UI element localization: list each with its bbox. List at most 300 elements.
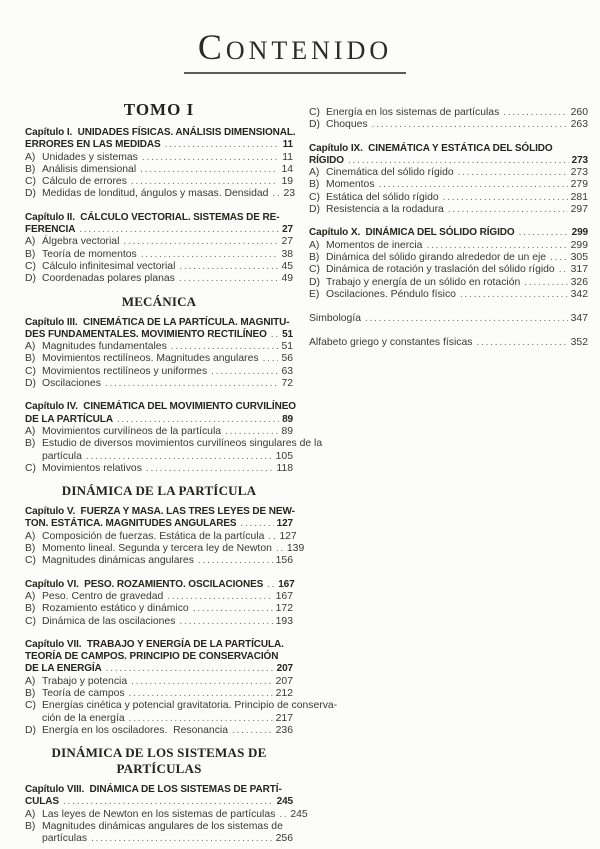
entry-text: Simbología: [309, 313, 361, 325]
item-body: [42, 273, 293, 285]
volume-heading: TOMO I: [123, 100, 195, 119]
item-body: [326, 119, 588, 131]
item-letter: B): [309, 179, 320, 191]
entry-text: Energía en los sistemas de partículas: [326, 107, 500, 118]
item-letter: C): [25, 365, 36, 377]
toc-item: [25, 438, 323, 463]
toc-item: [309, 192, 588, 204]
item-line: Energías cinética y potencial gravitatoria. Principio de conserva-: [42, 700, 338, 712]
page-title: [184, 26, 406, 74]
toc-item: [25, 616, 293, 628]
toc-item: [25, 591, 293, 603]
dot-leader: [279, 809, 287, 821]
dot-leader: [379, 179, 568, 191]
page-number: 260: [570, 107, 588, 118]
page-number: 217: [275, 712, 293, 724]
toc-plain-entry: [309, 313, 588, 325]
item-body: [42, 366, 293, 378]
item-body: [42, 808, 308, 821]
chapter-line: Capítulo VIII. DINÁMICA DE LOS SISTEMAS DE PARTÍ-: [25, 784, 282, 796]
dot-leader: [524, 277, 567, 289]
part-heading: DINÁMICA DE LOS SISTEMAS DE PARTÍCULAS: [51, 745, 267, 777]
page-number: 72: [281, 378, 293, 390]
item-letter: A): [309, 167, 320, 179]
item-letter: D): [25, 724, 36, 736]
toc-item: [309, 204, 588, 216]
page-number: 172: [275, 603, 293, 615]
dot-leader: [131, 176, 279, 188]
page-number: 273: [570, 167, 588, 179]
item-body: [326, 179, 588, 191]
toc-item: [25, 543, 305, 555]
page-number: 299: [570, 239, 588, 251]
entry-text: Cálculo de errores: [42, 176, 127, 188]
item-body: [42, 164, 293, 176]
page-number: 89: [281, 425, 293, 437]
toc-plain-entry: [309, 337, 588, 349]
toc-item: [25, 164, 293, 176]
item-letter: A): [25, 151, 36, 163]
item-letter: A): [25, 236, 36, 248]
page-title-initial: C: [197, 27, 226, 67]
entry-text: Oscilaciones: [42, 378, 101, 390]
dot-leader: [276, 543, 284, 555]
toc-item: [25, 426, 293, 438]
dot-leader: [232, 725, 273, 737]
toc-row: [42, 249, 293, 261]
page-number: 317: [570, 264, 588, 276]
entry-text: Teoría de momentos: [42, 248, 137, 260]
entry-text: partículas: [42, 833, 88, 845]
item-body: [42, 378, 293, 390]
entry-text: DE LA ENERGÍA: [25, 663, 102, 675]
entry-text: Magnitudes dinámicas angulares: [42, 555, 194, 567]
toc-row: [309, 313, 588, 325]
toc-row: [25, 518, 293, 530]
dot-leader: [106, 663, 274, 675]
page-number: 326: [570, 276, 588, 288]
entry-text: Análisis dimensional: [42, 163, 137, 175]
item-letter: C): [25, 260, 36, 272]
entry-text: ERRORES EN LAS MEDIDAS: [25, 139, 161, 151]
entry-text: Dinámica de las oscilaciones: [42, 615, 176, 627]
chapter-line: Capítulo V. FUERZA Y MASA. LAS TRES LEYES DE NEW-: [25, 506, 295, 518]
page-number: 305: [570, 251, 588, 263]
page-number: 11: [282, 151, 293, 163]
item-body: [42, 341, 293, 353]
toc-item: [25, 530, 297, 543]
toc-row: [42, 808, 308, 821]
item-body: [42, 152, 293, 164]
item-letter: A): [25, 341, 36, 353]
dot-leader: [559, 264, 568, 276]
page-number: 27: [281, 236, 293, 248]
dot-leader: [225, 426, 278, 438]
toc-row: [42, 555, 293, 567]
toc-row: [326, 252, 588, 264]
toc-item: [309, 167, 588, 179]
toc-item: [309, 107, 588, 119]
entry-text: RÍGIDO: [309, 154, 344, 166]
dot-leader: [123, 236, 278, 248]
item-letter: D): [25, 273, 36, 285]
dot-leader: [171, 341, 279, 353]
dot-leader: [165, 139, 280, 151]
dot-leader: [91, 833, 273, 845]
chapter-line: Capítulo II. CÁLCULO VECTORIAL. SISTEMAS DE RE-: [25, 211, 280, 223]
dot-leader: [179, 616, 272, 628]
toc-row: [42, 273, 293, 285]
toc-item: [25, 603, 293, 615]
entry-text: Resistencia a la rodadura: [326, 204, 444, 216]
entry-text: Estática del sólido rígido: [326, 191, 439, 203]
toc-item: [25, 176, 293, 188]
toc-item: [309, 179, 588, 191]
dot-leader: [271, 329, 279, 341]
entry-text: Momento lineal. Segunda y tercera ley de Newton: [42, 543, 272, 555]
toc-item: [309, 264, 588, 276]
toc-item: [25, 378, 293, 390]
entry-text: Movimientos rectilíneos y uniformes: [42, 365, 208, 377]
page-number: 19: [281, 176, 293, 188]
toc-item: [25, 366, 293, 378]
page-number: 207: [276, 663, 293, 675]
page-title-rest: ONTENIDO: [225, 36, 393, 65]
toc-item: [309, 277, 588, 289]
dot-leader: [241, 518, 274, 530]
item-body: [42, 261, 293, 273]
toc-row: [25, 329, 293, 341]
item-letter: B): [25, 821, 36, 833]
item-letter: C): [25, 700, 36, 712]
page-number: 347: [570, 313, 588, 325]
toc-row: [42, 725, 293, 737]
entry-text: Oscilaciones. Péndulo físico: [326, 288, 456, 300]
page-number: 51: [282, 328, 293, 340]
toc-row: [42, 676, 293, 688]
entry-text: Composición de fuerzas. Estática de la partícula: [42, 530, 265, 542]
page-number: 63: [281, 365, 293, 377]
toc-item: [25, 188, 293, 200]
dot-leader: [272, 188, 280, 200]
page-number: 38: [281, 248, 293, 260]
toc-item: [25, 152, 293, 164]
item-letter: A): [309, 239, 320, 251]
toc-row: [42, 451, 293, 463]
toc-row: [42, 378, 293, 390]
toc-row: [326, 240, 588, 252]
toc-row: [326, 192, 588, 204]
item-letter: B): [25, 353, 36, 365]
item-body: [42, 236, 293, 248]
page-number: 299: [571, 227, 588, 239]
page-header: [0, 26, 595, 74]
toc-row: [326, 179, 588, 191]
page-number: 207: [275, 675, 293, 687]
dot-leader: [263, 353, 279, 365]
item-letter: A): [25, 590, 36, 602]
page-number: 342: [570, 288, 588, 300]
dot-leader: [141, 249, 279, 261]
entry-text: Rozamiento estático y dinámico: [42, 603, 189, 615]
item-body: [326, 204, 588, 216]
page-number: 273: [571, 154, 588, 166]
toc-row: [42, 236, 293, 248]
toc-row: [42, 833, 293, 845]
toc-row: [42, 176, 293, 188]
entry-text: Momentos: [326, 179, 375, 191]
toc-row: [42, 164, 293, 176]
part-heading: DINÁMICA DE LA PARTÍCULA: [61, 483, 257, 499]
dot-leader: [503, 107, 567, 119]
item-letter: D): [309, 119, 320, 131]
dot-leader: [267, 579, 275, 591]
entry-text: CULAS: [25, 796, 59, 808]
toc-item: [309, 252, 588, 264]
chapter-entry: [25, 127, 296, 152]
chapter-entry: [25, 579, 293, 591]
item-letter: B): [25, 438, 36, 450]
entry-text: Choques: [326, 119, 368, 131]
page-number: 193: [275, 615, 293, 627]
item-body: [42, 249, 293, 261]
dot-leader: [198, 555, 273, 567]
item-letter: B): [25, 543, 36, 555]
dot-leader: [519, 227, 569, 239]
entry-text: FERENCIA: [25, 224, 76, 236]
dot-leader: [372, 119, 568, 131]
dot-leader: [458, 167, 568, 179]
toc-item: [309, 289, 588, 301]
dot-leader: [550, 252, 568, 264]
page-number: 56: [281, 353, 293, 365]
page-number: 127: [279, 530, 297, 542]
item-letter: C): [309, 191, 320, 203]
item-letter: C): [25, 462, 36, 474]
dot-leader: [167, 591, 272, 603]
page-number: 156: [275, 555, 293, 567]
chapter-line: TEORÍA DE CAMPOS. PRINCIPIO DE CONSERVACIÓN: [25, 651, 279, 663]
chapter-line: Capítulo III. CINEMÁTICA DE LA PARTÍCULA. MAGNITU-: [25, 316, 290, 328]
dot-leader: [105, 378, 279, 390]
part-heading: MECÁNICA: [121, 293, 197, 309]
chapter-entry: [25, 639, 293, 676]
item-body: [326, 167, 588, 179]
item-body: [42, 555, 293, 567]
item-letter: C): [25, 615, 36, 627]
toc-row: [326, 204, 588, 216]
entry-text: Trabajo y energía de un sólido en rotación: [326, 276, 521, 288]
toc-item: [309, 119, 588, 131]
chapter-entry: [25, 317, 293, 342]
toc-item: [25, 821, 293, 846]
item-letter: C): [309, 107, 320, 118]
toc-item: [25, 555, 293, 567]
item-letter: C): [309, 264, 320, 276]
item-body: [42, 603, 293, 615]
entry-text: Cinemática del sólido rígido: [326, 167, 454, 179]
page-number: 45: [281, 260, 293, 272]
dot-leader: [443, 192, 568, 204]
dot-leader: [129, 688, 273, 700]
item-body: [42, 725, 293, 737]
entry-text: Alfabeto griego y constantes físicas: [309, 337, 473, 349]
page-number: 89: [282, 413, 293, 425]
dot-leader: [476, 337, 567, 349]
toc-row: [42, 713, 293, 725]
dot-leader: [365, 313, 568, 325]
dot-leader: [129, 713, 273, 725]
page-number: 139: [286, 543, 305, 555]
page-number: 245: [276, 796, 293, 808]
item-line: Magnitudes dinámicas angulares de los sistemas de: [42, 821, 283, 833]
item-body: [42, 463, 293, 475]
item-letter: D): [25, 188, 36, 200]
item-body: [42, 188, 293, 200]
toc-item: [25, 341, 293, 353]
item-letter: B): [25, 248, 36, 260]
page-number: 352: [570, 337, 588, 349]
toc-item: [25, 463, 293, 475]
dot-leader: [193, 603, 273, 615]
entry-text: Energía en los osciladores. Resonancia: [42, 724, 228, 736]
chapter-line: Capítulo IX. CINEMÁTICA Y ESTÁTICA DEL SÓLIDO: [309, 142, 553, 154]
item-letter: A): [25, 530, 36, 542]
item-body: [42, 591, 293, 603]
toc-row: [326, 277, 588, 289]
item-body: [42, 688, 293, 700]
entry-text: Coordenadas polares planas: [42, 273, 175, 285]
dot-leader: [86, 451, 273, 463]
toc-item: [25, 236, 293, 248]
page-number: 281: [570, 191, 588, 203]
toc-row: [25, 796, 293, 808]
page-number: 118: [276, 462, 293, 474]
entry-text: Unidades y sistemas: [42, 151, 138, 163]
toc-row: [42, 463, 293, 475]
chapter-line: Capítulo I. UNIDADES FÍSICAS. ANÁLISIS DIMENSIONAL.: [25, 127, 296, 138]
toc-row: [326, 167, 588, 179]
item-line: Estudio de diversos movimientos curvilíneos singulares de la: [42, 438, 323, 450]
toc-row: [326, 289, 588, 301]
dot-leader: [146, 463, 274, 475]
toc-row: [309, 337, 588, 349]
page-number: 245: [290, 808, 308, 820]
toc-item: [25, 273, 293, 285]
page-number: 11: [282, 139, 293, 151]
dot-leader: [142, 152, 279, 164]
dot-leader: [426, 240, 567, 252]
item-letter: A): [25, 675, 36, 687]
entry-text: Peso. Centro de gravedad: [42, 590, 164, 602]
toc-column-right: [309, 107, 588, 350]
toc-row: [42, 341, 293, 353]
page-number: 256: [275, 833, 293, 845]
entry-text: Dinámica del sólido girando alrededor de un eje: [326, 251, 547, 263]
item-body: [326, 264, 588, 276]
item-letter: C): [25, 176, 36, 188]
toc-row: [42, 261, 293, 273]
toc-row: [42, 591, 293, 603]
toc-item: [25, 353, 293, 365]
dot-leader: [448, 204, 568, 216]
item-body: [326, 289, 588, 301]
item-letter: B): [309, 251, 320, 263]
toc-row: [42, 188, 293, 200]
page-number: 167: [275, 590, 293, 602]
entry-text: ción de la energía: [42, 712, 125, 724]
item-letter: B): [25, 603, 36, 615]
toc-item: [25, 249, 293, 261]
toc-item: [25, 688, 293, 700]
dot-leader: [140, 164, 278, 176]
entry-text: Movimientos curvilíneos de la partícula: [42, 425, 222, 437]
toc-row: [326, 107, 588, 119]
dot-leader: [179, 261, 278, 273]
dot-leader: [179, 273, 279, 285]
page-number: 23: [283, 188, 295, 200]
page-number: 212: [275, 687, 293, 699]
toc-row: [25, 579, 293, 591]
item-letter: C): [25, 555, 36, 567]
toc-item: [25, 676, 293, 688]
item-body: [42, 426, 293, 438]
page-number: 279: [570, 179, 588, 191]
toc-item: [25, 261, 293, 273]
item-letter: D): [25, 378, 36, 390]
toc-row: [42, 688, 293, 700]
entry-text: partícula: [42, 450, 82, 462]
item-body: [42, 438, 323, 463]
item-body: [42, 353, 293, 365]
item-body: [42, 176, 293, 188]
item-body: [326, 192, 588, 204]
toc-item: [309, 240, 588, 252]
chapter-entry: [309, 227, 588, 239]
page-number: 127: [276, 518, 293, 530]
dot-leader: [211, 366, 278, 378]
toc-item: [25, 725, 293, 737]
entry-text: Movimientos relativos: [42, 462, 142, 474]
dot-leader: [131, 676, 273, 688]
item-letter: A): [25, 425, 36, 437]
dot-leader: [268, 531, 276, 543]
dot-leader: [79, 224, 279, 236]
page-number: 297: [570, 204, 588, 216]
item-letter: D): [309, 204, 320, 216]
toc-row: [25, 663, 293, 675]
toc-row: [326, 119, 588, 131]
page-number: 51: [281, 341, 293, 353]
item-letter: E): [309, 288, 320, 300]
item-body: [326, 240, 588, 252]
item-body: [42, 821, 293, 846]
chapter-entry: [25, 401, 296, 426]
toc-item: [25, 700, 338, 725]
entry-text: TON. ESTÁTICA. MAGNITUDES ANGULARES: [25, 518, 237, 530]
item-body: [42, 543, 305, 555]
page-number: 27: [282, 224, 293, 236]
entry-text: Medidas de londitud, ángulos y masas. Densidad: [42, 188, 269, 200]
toc-row: [42, 366, 293, 378]
dot-leader: [348, 155, 569, 167]
chapter-entry: [25, 212, 293, 237]
chapter-entry: [25, 784, 293, 809]
entry-text: Momentos de inercia: [326, 239, 423, 251]
entry-text: Álgebra vectorial: [42, 236, 120, 248]
page-number: 105: [275, 450, 293, 462]
toc-row: [42, 616, 293, 628]
